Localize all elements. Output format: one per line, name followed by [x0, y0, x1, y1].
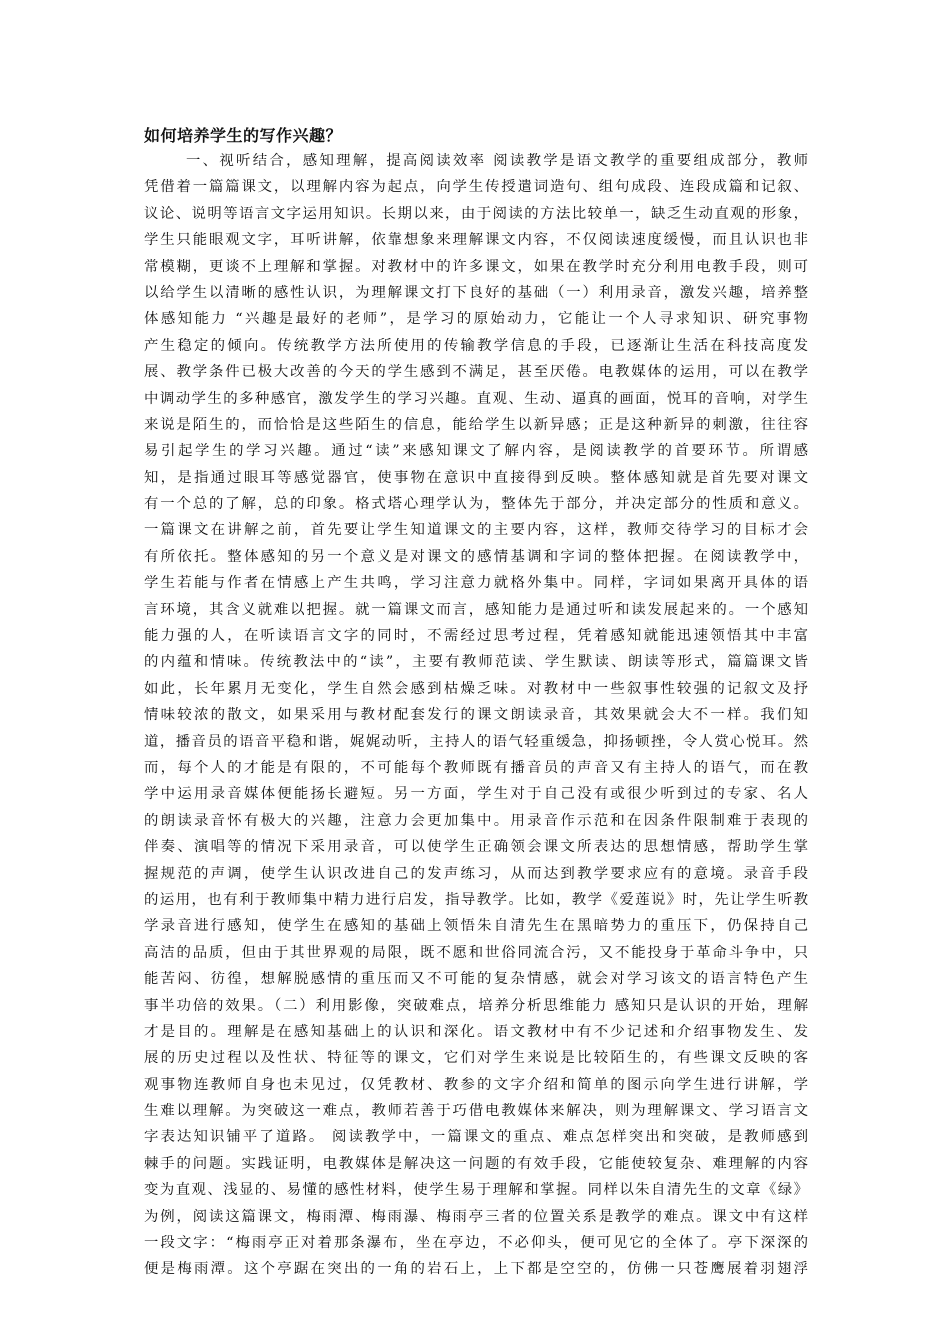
- body-line: 便是梅雨潭。这个亭踞在突出的一角的岩石上，上下都是空空的，仿佛一只苍鹰展着羽翅浮: [144, 1261, 808, 1278]
- body-line: 能力强的人，在听读语言文字的同时，不需经过思考过程，凭着感知就能迅速领悟其中丰富: [144, 628, 808, 645]
- body-line: 学生若能与作者在情感上产生共鸣，学习注意力就格外集中。同样，字词如果离开具体的语: [144, 575, 808, 592]
- document-body: [144, 148, 808, 1283]
- body-line: 学录音进行感知，使学生在感知的基础上领悟朱自清先生在黑暗势力的重压下，仍保持自己: [144, 918, 808, 935]
- body-line: 如此，长年累月无变化，学生自然会感到枯燥乏味。对教材中一些叙事性较强的记叙文及抒: [144, 680, 808, 697]
- body-line: 一段文字：“梅雨亭正对着那条瀑布，坐在亭边，不必仰头，便可见它的全体了。亭下深深的: [144, 1235, 808, 1252]
- body-line: 展、教学条件已极大改善的今天的学生感到不满足，甚至厌倦。电教媒体的运用，可以在教学: [144, 364, 808, 381]
- body-line: 中调动学生的多种感官，激发学生的学习兴趣。直观、生动、逼真的画面，悦耳的音响，对学生: [144, 390, 808, 407]
- body-line: 言环境，其含义就难以把握。就一篇课文而言，感知能力是通过听和读发展起来的。一个感知: [144, 601, 808, 618]
- body-line: 变为直观、浅显的、易懂的感性材料，使学生易于理解和掌握。同样以朱自清先生的文章《绿》: [144, 1182, 808, 1199]
- body-line: 高洁的品质，但由于其世界观的局限，既不愿和世俗同流合污，又不能投身于革命斗争中，只: [144, 944, 808, 961]
- body-line: 产生稳定的倾向。传统教学方法所使用的传输教学信息的手段，已逐渐让生活在科技高度发: [144, 337, 808, 354]
- body-line: 来说是陌生的，而恰恰是这些陌生的信息，能给学生以新异感；正是这种新异的刺激，往往容: [144, 416, 808, 433]
- body-line: 常模糊，更谈不上理解和掌握。对教材中的许多课文，如果在教学时充分利用电教手段，则可: [144, 258, 808, 275]
- body-line: 握规范的声调，使学生认识改进自己的发声练习，从而达到教学要求应有的意境。录音手段: [144, 865, 808, 882]
- body-line: 情味较浓的散文，如果采用与教材配套发行的课文朗读录音，其效果就会大不一样。我们知: [144, 707, 808, 724]
- body-line: 学生只能眼观文字，耳听讲解，依靠想象来理解课文内容，不仅阅读速度缓慢，而且认识也非: [144, 232, 808, 249]
- body-line: 为例，阅读这篇课文，梅雨潭、梅雨瀑、梅雨亭三者的位置关系是教学的难点。课文中有这样: [144, 1208, 808, 1225]
- body-line: 伴奏、演唱等的情况下采用录音，可以使学生正确领会课文所表达的思想情感，帮助学生掌: [144, 839, 808, 856]
- body-line: 的朗读录音怀有极大的兴趣，注意力会更加集中。用录音作示范和在因条件限制难于表现的: [144, 812, 808, 829]
- body-line: 展的历史过程以及性状、特征等的课文，它们对学生来说是比较陌生的，有些课文反映的客: [144, 1050, 808, 1067]
- body-line: 的内蕴和情味。传统教法中的“读”，主要有教师范读、学生默读、朗读等形式，篇篇课文皆: [144, 654, 808, 671]
- body-line: 体感知能力 “兴趣是最好的老师”，是学习的原始动力，它能让一个人寻求知识、研究事物: [144, 311, 808, 328]
- body-line: 以给学生以清晰的感性认识，为理解课文打下良好的基础（一）利用录音，激发兴趣，培养整: [144, 284, 808, 301]
- body-line: 凭借着一篇篇课文，以理解内容为起点，向学生传授遣词造句、组句成段、连段成篇和记叙、: [144, 179, 808, 196]
- body-line: 易引起学生的学习兴趣。通过“读”来感知课文了解内容，是阅读教学的首要环节。所谓感: [144, 443, 808, 460]
- body-line: 有一个总的了解，总的印象。格式塔心理学认为，整体先于部分，并决定部分的性质和意义。: [144, 496, 808, 513]
- body-line: 棘手的问题。实践证明，电教媒体是解决这一问题的有效手段，它能使较复杂、难理解的内容: [144, 1155, 808, 1172]
- body-line: 能苦闷、彷徨，想解脱感情的重压而又不可能的复杂情感，就会对学习该文的语言特色产生: [144, 971, 808, 988]
- body-line: 一、视听结合，感知理解，提高阅读效率 阅读教学是语文教学的重要组成部分，教师: [186, 153, 808, 169]
- body-line: 事半功倍的效果。（二）利用影像，突破难点，培养分析思维能力 感知只是认识的开始，理解: [144, 997, 808, 1014]
- body-line: 议论、说明等语言文字运用知识。长期以来，由于阅读的方法比较单一，缺乏生动直观的形象，: [144, 205, 808, 222]
- body-line: 学中运用录音媒体便能扬长避短。另一方面，学生对于自己没有或很少听到过的专家、名人: [144, 786, 808, 803]
- body-line: 字表达知识铺平了道路。 阅读教学中，一篇课文的重点、难点怎样突出和突破，是教师感到: [144, 1129, 808, 1146]
- document-title: 如何培养学生的写作兴趣？: [144, 126, 343, 145]
- body-line: 才是目的。理解是在感知基础上的认识和深化。语文教材中有不少记述和介绍事物发生、发: [144, 1023, 808, 1040]
- body-line: 知，是指通过眼耳等感觉器官，使事物在意识中直接得到反映。整体感知就是首先要对课文: [144, 469, 808, 486]
- body-line: 道，播音员的语音平稳和谐，娓娓动听，主持人的语气轻重缓急，抑扬顿挫，令人赏心悦耳。然: [144, 733, 808, 750]
- body-line: 的运用，也有利于教师集中精力进行启发，指导教学。比如，教学《爱莲说》时，先让学生听教: [144, 891, 808, 908]
- body-line: 观事物连教师自身也未见过，仅凭教材、教参的文字介绍和简单的图示向学生进行讲解，学: [144, 1076, 808, 1093]
- body-line: 而，每个人的才能是有限的，不可能每个教师既有播音员的声音又有主持人的语气，而在教: [144, 759, 808, 776]
- body-line: 有所依托。整体感知的另一个意义是对课文的感情基调和字词的整体把握。在阅读教学中，: [144, 548, 808, 565]
- body-line: 生难以理解。为突破这一难点，教师若善于巧借电教媒体来解决，则为理解课文、学习语言文: [144, 1103, 808, 1120]
- body-line: 一篇课文在讲解之前，首先要让学生知道课文的主要内容，这样，教师交待学习的目标才会: [144, 522, 808, 539]
